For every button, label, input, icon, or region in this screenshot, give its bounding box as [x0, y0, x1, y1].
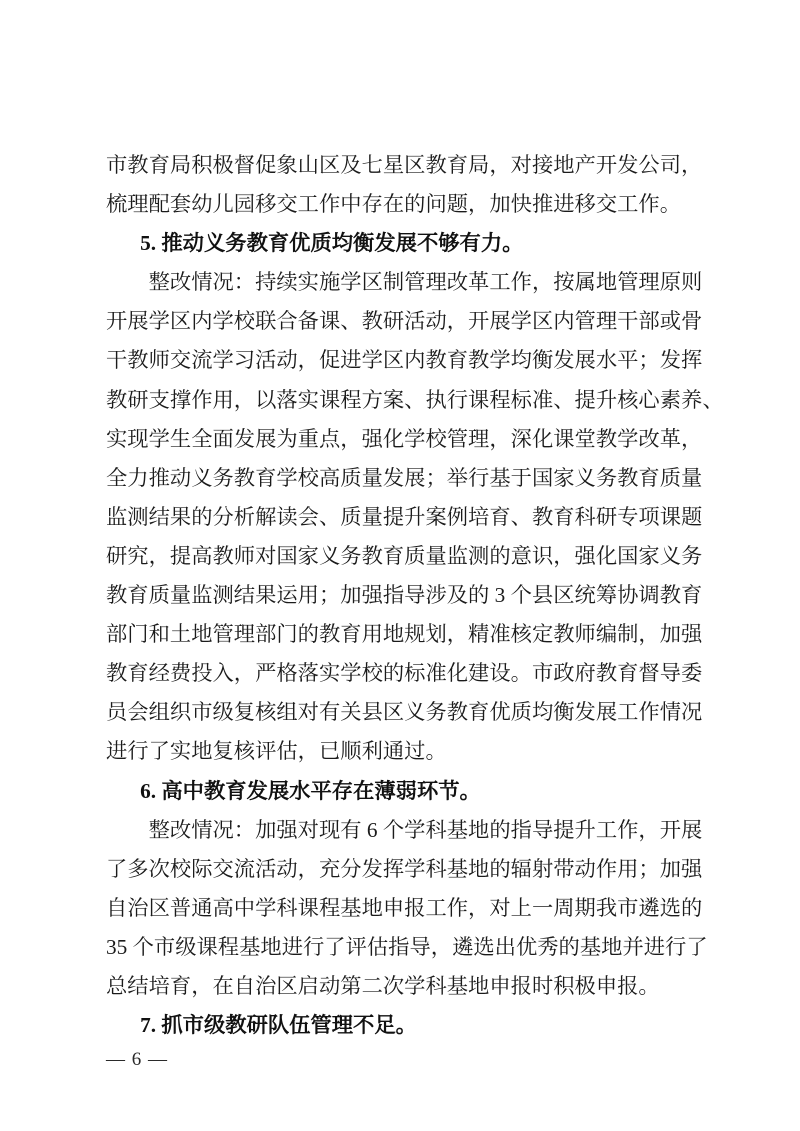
text-line: 35 个市级课程基地进行了评估指导，遴选出优秀的基地并进行了	[106, 934, 708, 959]
section-heading-7: 7. 抓市级教研队伍管理不足。	[140, 1013, 417, 1038]
text-line: 整改情况：持续实施学区制管理改革工作，按属地管理原则	[148, 270, 703, 295]
text-line: 整改情况：加强对现有 6 个学科基地的指导提升工作，开展	[148, 817, 703, 842]
text-line: 自治区普通高中学科课程基地申报工作，对上一周期我市遴选的	[106, 895, 703, 920]
text-line: 教研支撑作用，以落实课程方案、执行课程标准、提升核心素养、	[106, 387, 724, 412]
text-line: 监测结果的分析解读会、质量提升案例培育、教育科研专项课题	[106, 504, 703, 529]
section-heading-6: 6. 高中教育发展水平存在薄弱环节。	[140, 778, 481, 803]
text-line: 员会组织市级复核组对有关县区义务教育优质均衡发展工作情况	[106, 700, 703, 725]
text-line: 全力推动义务教育学校高质量发展；举行基于国家义务教育质量	[106, 465, 703, 490]
text-line: 部门和土地管理部门的教育用地规划，精准核定教师编制，加强	[106, 622, 703, 647]
text-line: 总结培育，在自治区启动第二次学科基地申报时积极申报。	[106, 973, 660, 998]
text-line: 进行了实地复核评估，已顺利通过。	[106, 739, 447, 764]
text-line: 梳理配套幼儿园移交工作中存在的问题，加快推进移交工作。	[106, 192, 682, 217]
text-line: 了多次校际交流活动，充分发挥学科基地的辐射带动作用；加强	[106, 856, 703, 881]
text-line: 研究，提高教师对国家义务教育质量监测的意识，强化国家义务	[106, 543, 703, 568]
page-number: — 6 —	[106, 1049, 168, 1070]
text-line: 实现学生全面发展为重点，强化学校管理，深化课堂教学改革，	[106, 426, 703, 451]
section-heading-5: 5. 推动义务教育优质均衡发展不够有力。	[140, 231, 524, 256]
text-line: 干教师交流学习活动，促进学区内教育教学均衡发展水平；发挥	[106, 348, 703, 373]
text-line: 教育经费投入，严格落实学校的标准化建设。市政府教育督导委	[106, 661, 703, 686]
document-body	[106, 146, 724, 1045]
text-line: 市教育局积极督促象山区及七星区教育局，对接地产开发公司，	[106, 153, 703, 177]
text-line: 教育质量监测结果运用；加强指导涉及的 3 个县区统筹协调教育	[106, 583, 703, 608]
text-line: 开展学区内学校联合备课、教研活动，开展学区内管理干部或骨	[106, 309, 703, 334]
